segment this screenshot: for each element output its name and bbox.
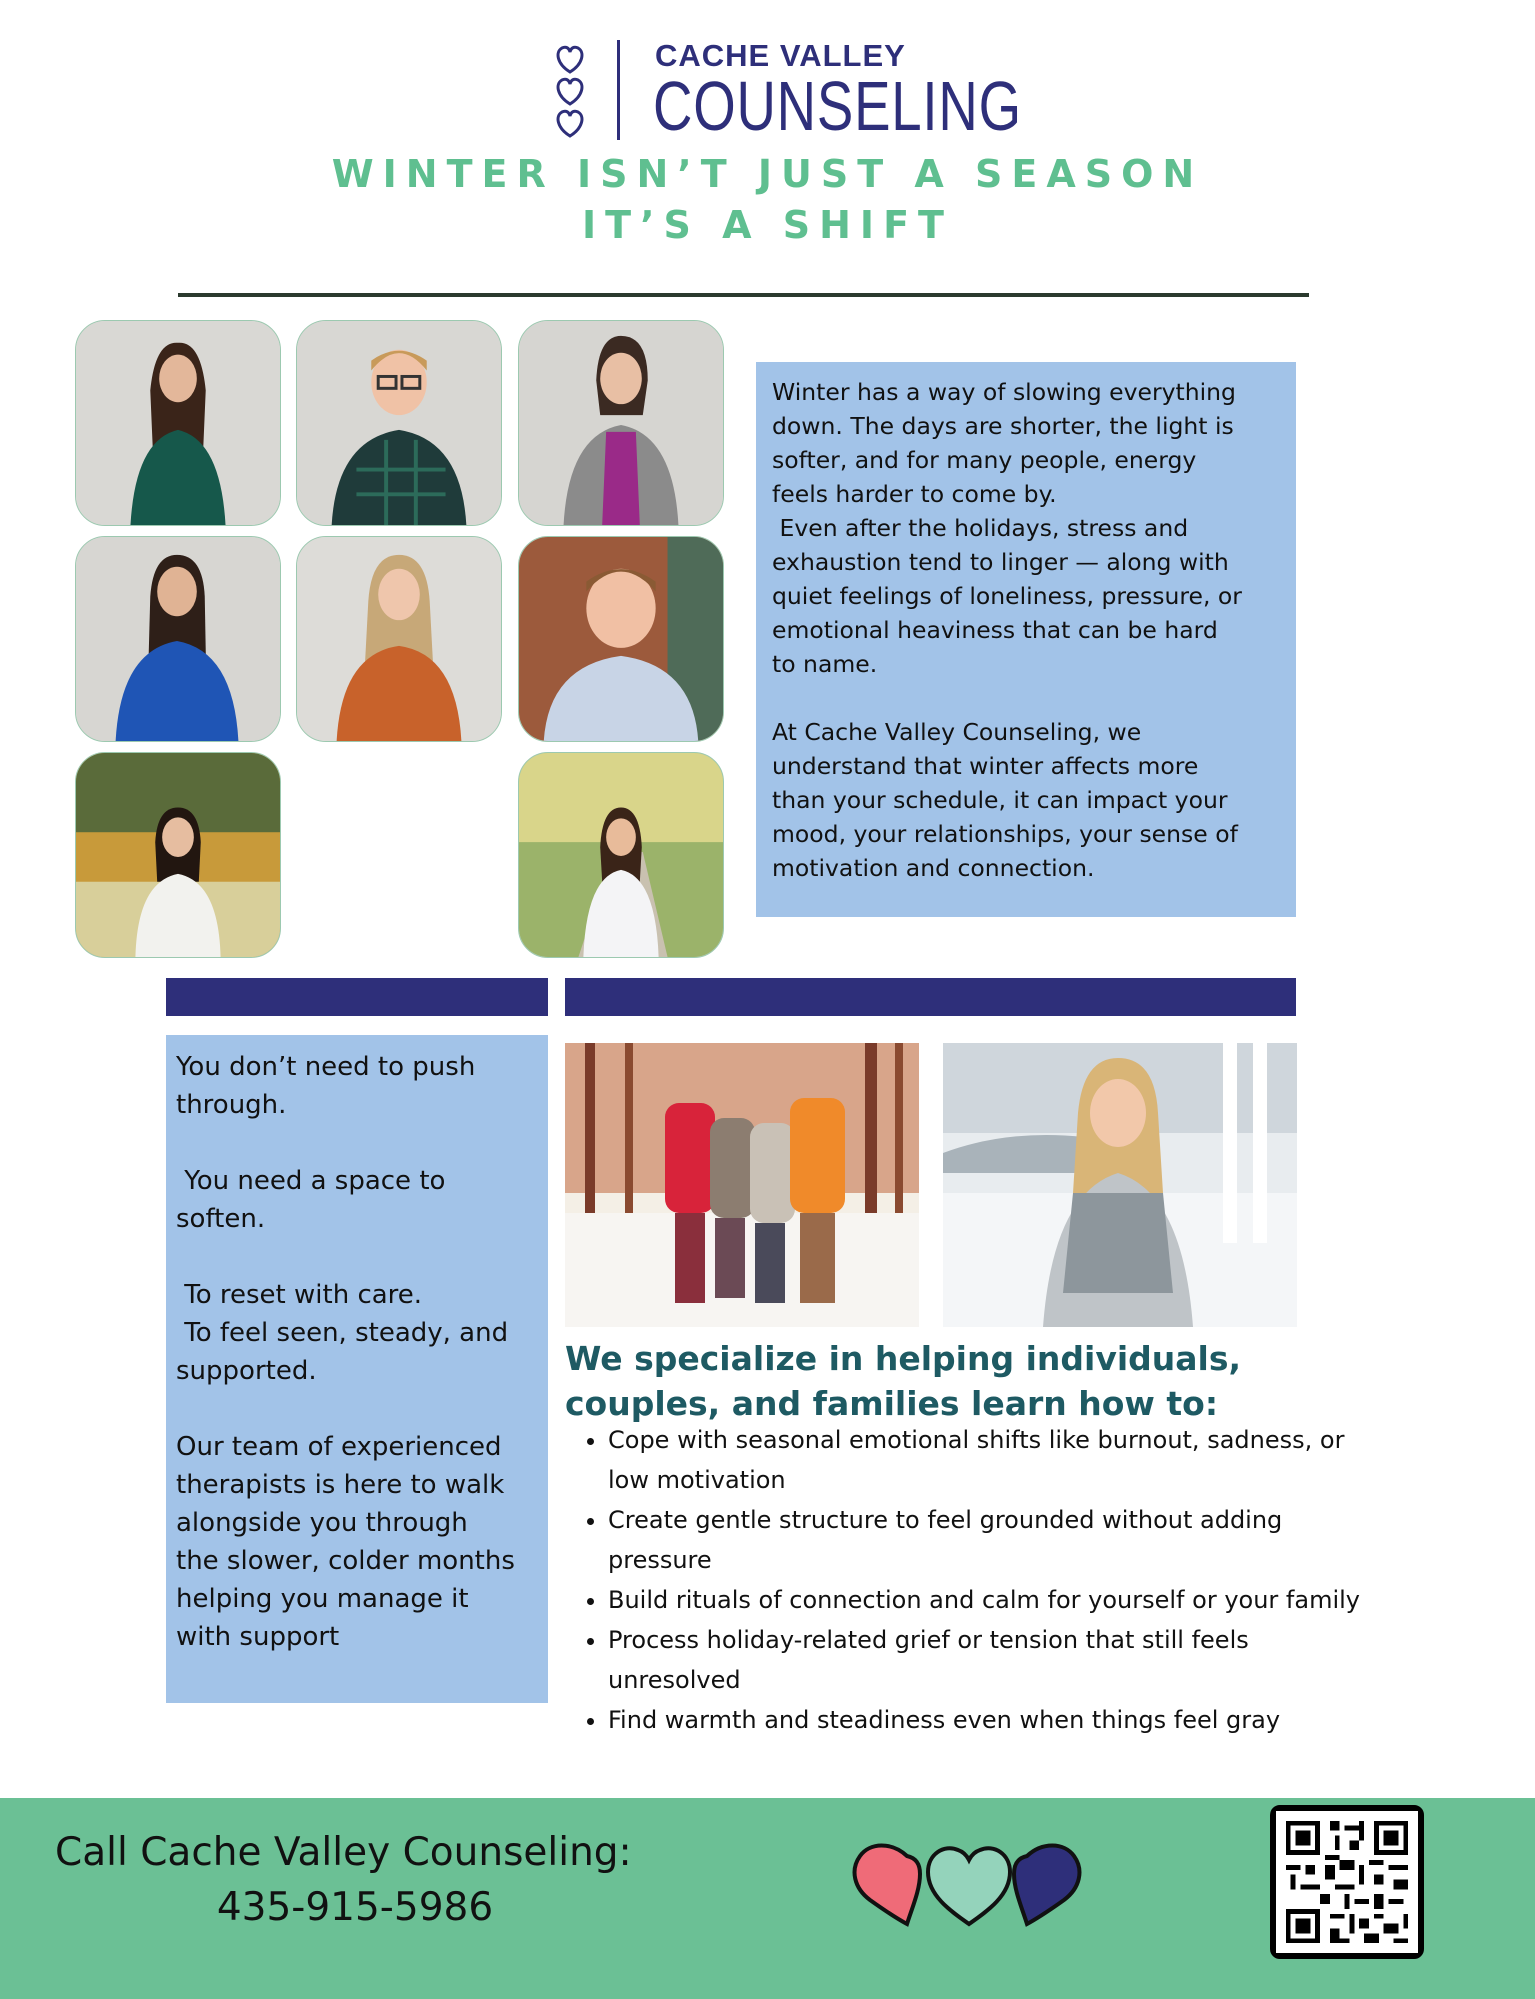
brand-logo [553, 38, 1022, 145]
list-item: • Build rituals of connection and calm for yourself or your family [608, 1580, 1365, 1620]
footer-phone-number[interactable]: 435-915-5986 [216, 1885, 494, 1930]
therapist-photo [75, 320, 281, 526]
qr-code-icon[interactable] [1270, 1805, 1424, 1959]
list-item: • Process holiday-related grief or tension that still feels unresolved [608, 1620, 1365, 1700]
divider-rule [178, 293, 1309, 297]
headline-line-1: WINTER ISN’T JUST A SEASON [331, 152, 1204, 196]
three-hearts-icon [832, 1838, 1102, 1928]
winter-woman-photo [943, 1043, 1297, 1327]
three-hearts-outline-icon [553, 42, 587, 142]
list-item: • Cope with seasonal emotional shifts like burnout, sadness, or low motivation [608, 1420, 1365, 1500]
therapist-photo [296, 536, 502, 742]
skills-list [565, 1420, 1365, 1740]
headline-line-2: IT’S A SHIFT [582, 203, 953, 247]
intro-text-box: Winter has a way of slowing everything down. The days are shorter, the light is softer, and for many people, energy feels harder to come by. Even after the holidays, stress and exhaustion tend to linger — along with quiet feelings of loneliness, pressure, or emotional heaviness that can be hard to name. At Cache Valley Counseling, we understand that winter affects more than your schedule, it can impact your mood, your relationships, your sense of motivation and connection. [756, 362, 1296, 917]
logo-line-1: CACHE VALLEY [655, 38, 906, 73]
therapist-photo [75, 752, 281, 958]
section-bar-right [565, 978, 1296, 1016]
section-bar-left [166, 978, 548, 1016]
therapist-photo [518, 752, 724, 958]
support-text-box: You don’t need to push through. You need a space to soften. To reset with care. To feel seen, steady, and supported. Our team of experienced therapists is here to walk alongside you through the slower, colder months helping you manage it with support [166, 1035, 548, 1703]
list-item: • Find warmth and steadiness even when things feel gray [608, 1700, 1365, 1740]
therapist-photo [518, 320, 724, 526]
list-item: • Create gentle structure to feel grounded without adding pressure [608, 1500, 1365, 1580]
specialize-heading: We specialize in helping individuals, couples, and families learn how to: [565, 1339, 1242, 1423]
therapist-photo [296, 320, 502, 526]
therapist-photo [75, 536, 281, 742]
logo-line-2: COUNSELING [653, 67, 1022, 145]
footer-call-label: Call Cache Valley Counseling: [55, 1830, 632, 1875]
logo-divider [617, 40, 620, 140]
therapist-photo [518, 536, 724, 742]
winter-family-photo [565, 1043, 919, 1327]
